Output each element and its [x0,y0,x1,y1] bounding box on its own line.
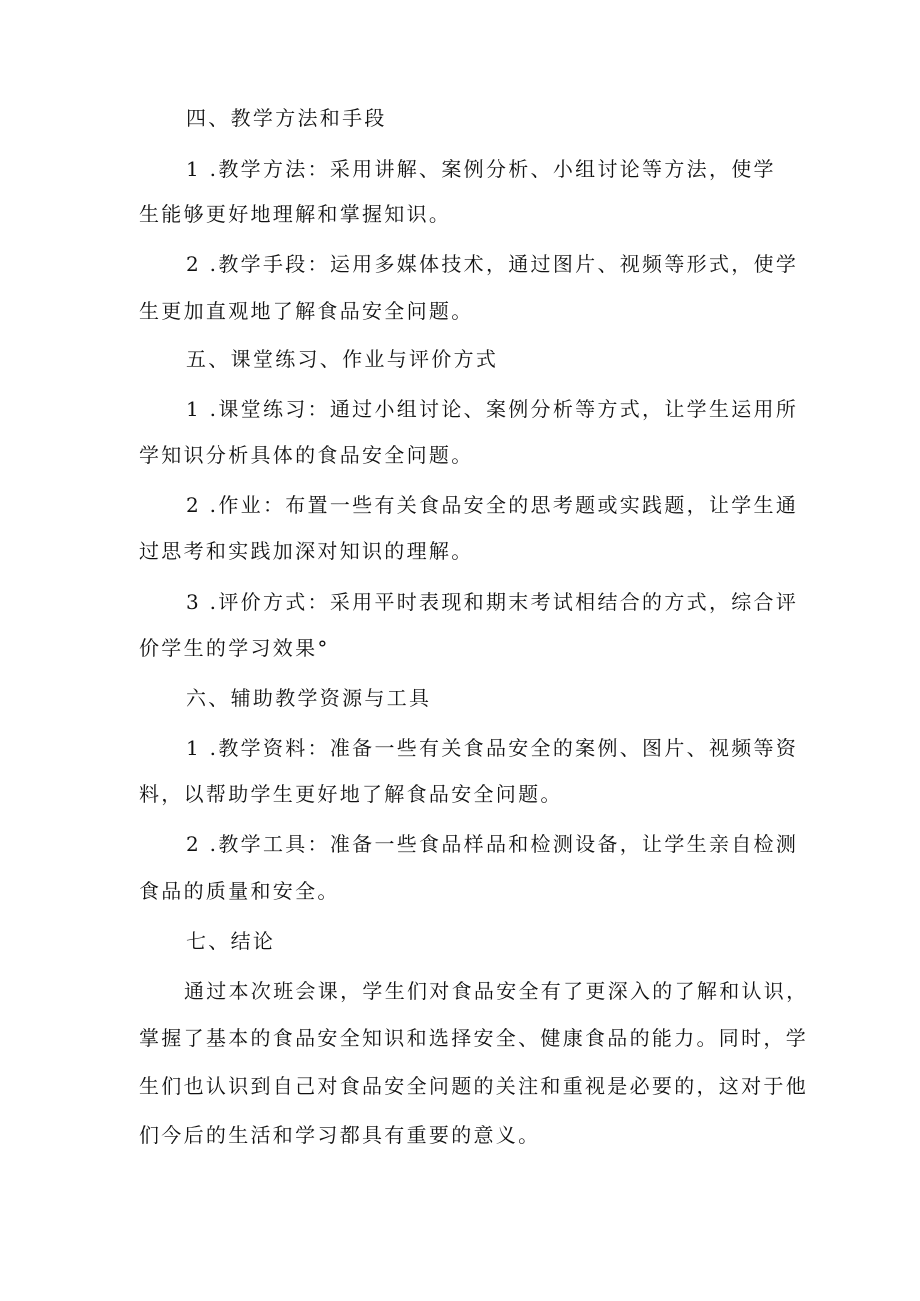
paragraph-line: 生们也认识到自己对食品安全问题的关注和重视是必要的，这对于他 [139,1074,808,1098]
section-heading: 六、辅助教学资源与工具 [186,686,432,710]
list-item-line: 料，以帮助学生更好地了解食品安全问题。 [139,782,563,806]
paragraph-line: 通过本次班会课，学生们对食品安全有了更深入的了解和认识， [184,979,809,1003]
list-item-line: 学知识分析具体的食品安全问题。 [139,443,474,467]
list-item-line: 生能够更好地理解和掌握知识。 [139,202,452,226]
section-heading: 四、教学方法和手段 [186,106,387,130]
paragraph-line: 们今后的生活和学习都具有重要的意义。 [139,1123,541,1147]
list-item-line: 价学生的学习效果° [139,636,330,660]
list-item-line: 3 .评价方式：采用平时表现和期末考试相结合的方式，综合评 [186,590,799,614]
section-heading: 五、课堂练习、作业与评价方式 [186,347,499,371]
section-heading: 七、结论 [186,929,276,953]
list-item-line: 食品的质量和安全。 [139,879,340,903]
list-item-line: 1 .课堂练习：通过小组讨论、案例分析等方式，让学生运用所 [186,397,799,421]
list-item-line: 生更加直观地了解食品安全问题。 [139,299,474,323]
paragraph-line: 掌握了基本的食品安全知识和选择安全、健康食品的能力。同时，学 [139,1026,808,1050]
list-item-line: 过思考和实践加深对知识的理解。 [139,539,474,563]
list-item-line: 2 .教学手段：运用多媒体技术，通过图片、视频等形式，使学 [186,252,799,276]
list-item-line: 1 .教学资料：准备一些有关食品安全的案例、图片、视频等资 [186,736,799,760]
list-item-line: 2 .教学工具：准备一些食品样品和检测设备，让学生亲自检测 [186,832,799,856]
list-item-line: 2 .作业：布置一些有关食品安全的思考题或实践题，让学生通 [186,493,799,517]
list-item-line: 1 .教学方法：采用讲解、案例分析、小组讨论等方法，使学 [186,157,776,181]
